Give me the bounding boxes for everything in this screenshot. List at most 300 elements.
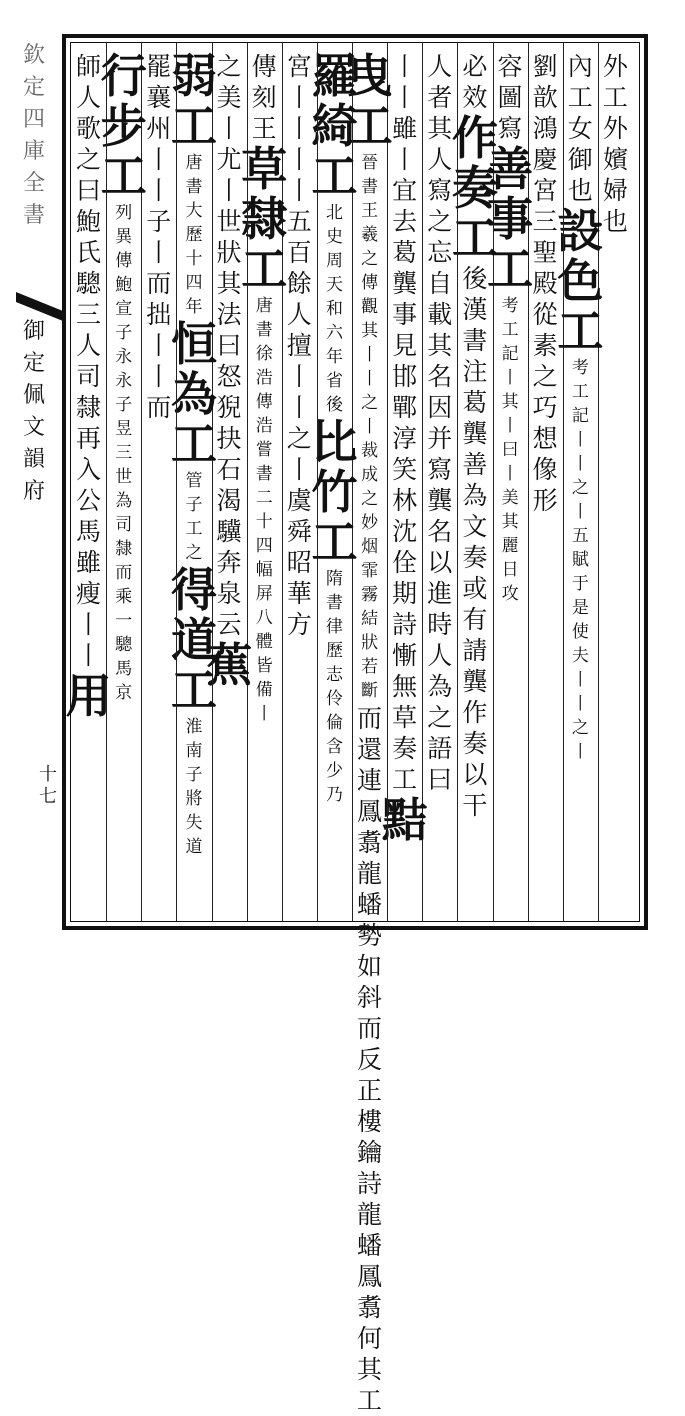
page-number bbox=[36, 764, 60, 808]
spine-book-title bbox=[22, 316, 46, 508]
text-char: 者 bbox=[427, 83, 453, 112]
text-char: 期 bbox=[392, 579, 418, 608]
entry-heading-char: 工 bbox=[100, 149, 147, 203]
text-char: 內 bbox=[567, 52, 593, 81]
text-char: 以 bbox=[462, 760, 488, 789]
text-char: 丨 bbox=[571, 502, 589, 522]
text-char: 異 bbox=[115, 227, 133, 247]
spine-char: 府 bbox=[22, 479, 45, 504]
entry-heading-char: 工 bbox=[170, 99, 217, 153]
text-char: 之 bbox=[427, 207, 453, 236]
text-char: 勢 bbox=[357, 921, 383, 950]
entry-heading-char: 奏 bbox=[451, 161, 498, 215]
text-char: 失 bbox=[185, 813, 203, 833]
column-rule bbox=[387, 43, 388, 921]
text-char: 和 bbox=[325, 299, 343, 319]
text-char: 如 bbox=[357, 952, 383, 981]
text-char: 女 bbox=[567, 114, 593, 143]
text-char: 其 bbox=[216, 269, 242, 298]
text-char: 皆 bbox=[255, 656, 273, 676]
entry-heading-char: 曳 bbox=[346, 49, 393, 103]
text-char: 狀 bbox=[361, 633, 379, 653]
column-rule bbox=[563, 43, 564, 921]
text-char: 丨 bbox=[76, 641, 102, 670]
text-char: 丨 bbox=[286, 83, 312, 112]
text-char: 葛 bbox=[392, 238, 418, 267]
text-char: 狀 bbox=[216, 238, 242, 267]
text-char: 草 bbox=[392, 703, 418, 732]
text-char: 師 bbox=[76, 52, 102, 81]
text-char: 使 bbox=[571, 622, 589, 642]
text-char: 其 bbox=[501, 392, 519, 412]
text-char: 永 bbox=[115, 371, 133, 391]
text-char: 丨 bbox=[361, 369, 379, 389]
text-char: 葛 bbox=[462, 388, 488, 417]
text-char: 佺 bbox=[392, 548, 418, 577]
text-char: 去 bbox=[392, 207, 418, 236]
text-char: 鮑 bbox=[115, 275, 133, 295]
column-rule bbox=[247, 43, 248, 921]
text-char: 周 bbox=[325, 251, 343, 271]
text-char: 丨 bbox=[392, 83, 418, 112]
entry-heading-char: 用 bbox=[65, 669, 112, 723]
text-char: 考 bbox=[501, 296, 519, 316]
text-char: 是 bbox=[571, 598, 589, 618]
spine-char: 欽 bbox=[22, 43, 45, 68]
text-char: 詩 bbox=[392, 610, 418, 639]
text-char: 美 bbox=[216, 83, 242, 112]
text-char: 丨 bbox=[571, 670, 589, 690]
text-char: 慶 bbox=[532, 145, 558, 174]
text-char: 馬 bbox=[76, 517, 102, 546]
entry-heading-char: 道 bbox=[170, 613, 217, 667]
text-char: 備 bbox=[255, 680, 273, 700]
text-char: 工 bbox=[602, 83, 628, 112]
text-char: 龔 bbox=[427, 486, 453, 515]
text-char: 寫 bbox=[427, 455, 453, 484]
text-char: 夫 bbox=[571, 646, 589, 666]
entry-heading-char: 工 bbox=[451, 211, 498, 265]
spine-char: 書 bbox=[22, 203, 45, 228]
spine-char: 定 bbox=[22, 351, 45, 376]
text-char: 樓 bbox=[357, 1107, 383, 1136]
text-char: 御 bbox=[567, 145, 593, 174]
entry-heading-char: 工 bbox=[346, 99, 393, 153]
text-char: 奔 bbox=[216, 548, 242, 577]
text-char: 丨 bbox=[571, 742, 589, 762]
text-char: 四 bbox=[185, 273, 203, 293]
text-char: 浩 bbox=[255, 416, 273, 436]
text-char: 雖 bbox=[76, 548, 102, 577]
text-char: 隸 bbox=[76, 393, 102, 422]
text-char: 聖 bbox=[532, 238, 558, 267]
text-char: 歆 bbox=[532, 83, 558, 112]
text-char: 工 bbox=[185, 519, 203, 539]
text-char: 于 bbox=[571, 574, 589, 594]
text-char: 龔 bbox=[462, 419, 488, 448]
text-char: 大 bbox=[185, 201, 203, 221]
text-char: 丨 bbox=[571, 694, 589, 714]
text-char: 二 bbox=[255, 488, 273, 508]
text-char: 方 bbox=[286, 610, 312, 639]
text-char: 丨 bbox=[76, 610, 102, 639]
text-char: 傳 bbox=[255, 392, 273, 412]
text-char: 晉 bbox=[361, 153, 379, 173]
entry-heading-char: 作 bbox=[451, 111, 498, 165]
text-char: 州 bbox=[146, 114, 172, 143]
entry-heading-char: 得 bbox=[170, 563, 217, 617]
text-char: 司 bbox=[115, 515, 133, 535]
text-char: 連 bbox=[357, 766, 383, 795]
text-char: 龔 bbox=[462, 667, 488, 696]
text-char: 之 bbox=[427, 703, 453, 732]
text-column bbox=[422, 51, 457, 795]
text-char: 還 bbox=[357, 735, 383, 764]
text-char: 宣 bbox=[115, 299, 133, 319]
text-char: 笑 bbox=[392, 455, 418, 484]
text-char: 進 bbox=[427, 579, 453, 608]
text-char: 工 bbox=[392, 765, 418, 794]
text-char: 寫 bbox=[497, 114, 523, 143]
text-char: 其 bbox=[501, 512, 519, 532]
text-char: 形 bbox=[532, 486, 558, 515]
text-char: 五 bbox=[286, 207, 312, 236]
text-char: 工 bbox=[357, 1386, 383, 1415]
text-char: 五 bbox=[571, 526, 589, 546]
text-char: 再 bbox=[76, 424, 102, 453]
text-char: 唐 bbox=[185, 153, 203, 173]
text-char: 丨 bbox=[286, 114, 312, 143]
text-char: 其 bbox=[361, 321, 379, 341]
entry-heading-char: 工 bbox=[241, 242, 288, 296]
text-char: 丨 bbox=[255, 704, 273, 724]
text-char: 奏 bbox=[392, 734, 418, 763]
text-char: 觀 bbox=[361, 297, 379, 317]
entry-heading-char: 色 bbox=[557, 254, 604, 308]
text-char: 丨 bbox=[361, 417, 379, 437]
text-char: 幅 bbox=[255, 560, 273, 580]
text-column bbox=[100, 49, 147, 705]
text-char: 霏 bbox=[361, 561, 379, 581]
text-char: 反 bbox=[357, 1045, 383, 1074]
text-char: 自 bbox=[427, 269, 453, 298]
text-char: 效 bbox=[462, 83, 488, 112]
entry-heading-char: 竹 bbox=[311, 465, 358, 519]
entry-heading-char: 恒 bbox=[170, 317, 217, 371]
text-char: 麗 bbox=[501, 536, 519, 556]
text-char: 書 bbox=[361, 177, 379, 197]
spine-char: 韻 bbox=[22, 447, 45, 472]
text-char: 請 bbox=[462, 636, 488, 665]
text-char: 法 bbox=[216, 300, 242, 329]
text-char: 虞 bbox=[286, 486, 312, 515]
text-column bbox=[346, 49, 393, 1416]
text-char: 永 bbox=[115, 347, 133, 367]
text-char: 之 bbox=[185, 543, 203, 563]
text-char: 餘 bbox=[286, 269, 312, 298]
text-char: 記 bbox=[501, 344, 519, 364]
text-char: 斜 bbox=[357, 983, 383, 1012]
text-char: 公 bbox=[76, 486, 102, 515]
entry-heading-char: 工 bbox=[170, 663, 217, 717]
text-char: 傳 bbox=[251, 52, 277, 81]
text-char: 干 bbox=[462, 791, 488, 820]
text-char: 若 bbox=[361, 657, 379, 677]
spine-top-title bbox=[22, 40, 46, 232]
text-char: 三 bbox=[532, 207, 558, 236]
text-char: 注 bbox=[462, 357, 488, 386]
text-char: 外 bbox=[602, 52, 628, 81]
text-char: 人 bbox=[427, 641, 453, 670]
text-char: 丨 bbox=[286, 362, 312, 391]
text-char: 鴻 bbox=[532, 114, 558, 143]
text-char: 嬪 bbox=[602, 145, 628, 174]
entry-heading-char: 黠 bbox=[381, 793, 428, 847]
text-char: 子 bbox=[115, 395, 133, 415]
text-char: 書 bbox=[462, 326, 488, 355]
text-char: 少 bbox=[325, 761, 343, 781]
text-char: 鑰 bbox=[357, 1138, 383, 1167]
text-char: 見 bbox=[392, 331, 418, 360]
text-char: 蟠 bbox=[357, 1231, 383, 1260]
text-char: 而 bbox=[357, 704, 383, 733]
text-char: 丨 bbox=[216, 114, 242, 143]
text-char: 鄲 bbox=[392, 393, 418, 422]
text-column bbox=[241, 51, 288, 726]
text-char: 素 bbox=[532, 331, 558, 360]
text-char: 文 bbox=[462, 512, 488, 541]
text-char: 嘗 bbox=[255, 440, 273, 460]
text-char: 之 bbox=[286, 424, 312, 453]
column-rule bbox=[106, 43, 107, 921]
text-char: 名 bbox=[427, 362, 453, 391]
text-char: 曰 bbox=[216, 331, 242, 360]
column-rule bbox=[457, 43, 458, 921]
text-char: 奏 bbox=[462, 543, 488, 572]
text-char: 丨 bbox=[501, 464, 519, 484]
text-char: 世 bbox=[216, 207, 242, 236]
text-char: 年 bbox=[185, 297, 203, 317]
text-column bbox=[381, 51, 428, 847]
entry-heading-char: 隸 bbox=[241, 192, 288, 246]
text-char: 慚 bbox=[392, 641, 418, 670]
text-char: 以 bbox=[427, 548, 453, 577]
text-char: 道 bbox=[185, 837, 203, 857]
text-char: 子 bbox=[185, 495, 203, 515]
text-char: 云 bbox=[216, 610, 242, 639]
text-char: 鳳 bbox=[357, 797, 383, 826]
text-char: 丨 bbox=[361, 345, 379, 365]
text-char: 翥 bbox=[357, 1293, 383, 1322]
text-char: 曰 bbox=[76, 176, 102, 205]
text-char: 淳 bbox=[392, 424, 418, 453]
text-column bbox=[451, 51, 498, 821]
entry-heading-char: 蕉 bbox=[206, 638, 253, 692]
text-char: 而 bbox=[357, 1014, 383, 1043]
text-char: 無 bbox=[392, 672, 418, 701]
entry-heading-char: 弱 bbox=[170, 49, 217, 103]
column-rule bbox=[422, 43, 423, 921]
text-char: 成 bbox=[361, 465, 379, 485]
entry-heading-char: 工 bbox=[487, 242, 534, 296]
text-char: 也 bbox=[567, 176, 593, 205]
text-char: 歌 bbox=[76, 114, 102, 143]
text-char: 刻 bbox=[251, 83, 277, 112]
text-char: 丨 bbox=[286, 176, 312, 205]
entry-heading-char: 草 bbox=[241, 142, 288, 196]
text-char: 書 bbox=[255, 464, 273, 484]
text-char: 乘 bbox=[115, 587, 133, 607]
text-char: 百 bbox=[286, 238, 312, 267]
text-char: 昱 bbox=[115, 419, 133, 439]
text-char: 一 bbox=[115, 611, 133, 631]
text-char: 之 bbox=[361, 489, 379, 509]
text-char: 丨 bbox=[146, 145, 172, 174]
text-char: 泉 bbox=[216, 579, 242, 608]
text-char: 人 bbox=[76, 83, 102, 112]
text-char: 罷 bbox=[146, 52, 172, 81]
text-char: 丨 bbox=[146, 238, 172, 267]
text-char: 善 bbox=[462, 450, 488, 479]
text-char: 拙 bbox=[146, 300, 172, 329]
text-char: 省 bbox=[325, 371, 343, 391]
text-char: 之 bbox=[361, 249, 379, 269]
entry-heading-char: 行 bbox=[100, 49, 147, 103]
text-char: 美 bbox=[501, 488, 519, 508]
text-char: 賦 bbox=[571, 550, 589, 570]
text-char: 寫 bbox=[427, 176, 453, 205]
text-char: 工 bbox=[567, 83, 593, 112]
text-char: 渴 bbox=[216, 486, 242, 515]
text-char: 志 bbox=[325, 665, 343, 685]
text-char: 邯 bbox=[392, 362, 418, 391]
text-char: 抉 bbox=[216, 424, 242, 453]
text-char: 史 bbox=[325, 227, 343, 247]
text-char: 為 bbox=[115, 491, 133, 511]
text-char: 王 bbox=[251, 114, 277, 143]
text-char: 列 bbox=[115, 203, 133, 223]
text-char: 後 bbox=[325, 395, 343, 415]
text-char: 京 bbox=[115, 683, 133, 703]
text-char: 沈 bbox=[392, 517, 418, 546]
text-char: 想 bbox=[532, 424, 558, 453]
text-char: 其 bbox=[357, 1355, 383, 1384]
text-char: 含 bbox=[325, 737, 343, 757]
text-char: 羲 bbox=[361, 225, 379, 245]
text-char: 之 bbox=[532, 362, 558, 391]
text-char: 三 bbox=[115, 443, 133, 463]
column-rule bbox=[317, 43, 318, 921]
text-char: 屏 bbox=[255, 584, 273, 604]
text-char: 徐 bbox=[255, 344, 273, 364]
text-char: 乃 bbox=[325, 785, 343, 805]
text-char: 六 bbox=[325, 323, 343, 343]
text-char: 倫 bbox=[325, 713, 343, 733]
text-char: 奏 bbox=[462, 729, 488, 758]
text-char: 書 bbox=[325, 593, 343, 613]
entry-heading-char: 設 bbox=[557, 204, 604, 258]
text-char: 南 bbox=[185, 741, 203, 761]
column-rule bbox=[212, 43, 213, 921]
text-char: 驄 bbox=[76, 269, 102, 298]
text-char: 驥 bbox=[216, 517, 242, 546]
text-char: 人 bbox=[427, 145, 453, 174]
spine-char: 定 bbox=[22, 75, 45, 100]
text-char: 載 bbox=[427, 300, 453, 329]
text-char: 昭 bbox=[286, 548, 312, 577]
text-char: 龍 bbox=[357, 1200, 383, 1229]
entry-heading-char: 工 bbox=[311, 515, 358, 569]
text-char: 林 bbox=[392, 486, 418, 515]
column-rule bbox=[598, 43, 599, 921]
text-char: 丨 bbox=[146, 331, 172, 360]
text-char: 子 bbox=[115, 323, 133, 343]
spine-char: 御 bbox=[22, 319, 45, 344]
text-char: 丨 bbox=[286, 145, 312, 174]
text-char: 時 bbox=[427, 610, 453, 639]
text-column bbox=[65, 51, 112, 723]
text-char: 傳 bbox=[115, 251, 133, 271]
text-char: 浩 bbox=[255, 368, 273, 388]
text-char: 瘦 bbox=[76, 579, 102, 608]
text-char: 日 bbox=[501, 560, 519, 580]
text-char: 年 bbox=[325, 347, 343, 367]
text-char: 舜 bbox=[286, 517, 312, 546]
text-char: 人 bbox=[427, 52, 453, 81]
text-char: 結 bbox=[361, 609, 379, 629]
text-column bbox=[282, 51, 317, 640]
text-char: 殿 bbox=[532, 269, 558, 298]
text-char: 之 bbox=[76, 145, 102, 174]
text-char: 襄 bbox=[146, 83, 172, 112]
spine-char: 文 bbox=[22, 415, 45, 440]
text-char: 子 bbox=[185, 765, 203, 785]
text-char: 也 bbox=[602, 207, 628, 236]
text-char: 鮑 bbox=[76, 207, 102, 236]
entry-heading-char: 為 bbox=[170, 367, 217, 421]
text-char: 書 bbox=[185, 177, 203, 197]
text-char: 記 bbox=[571, 406, 589, 426]
text-char: 而 bbox=[146, 269, 172, 298]
text-char: 丨 bbox=[392, 145, 418, 174]
text-char: 猊 bbox=[216, 393, 242, 422]
text-char: 鳳 bbox=[357, 1262, 383, 1291]
text-char: 工 bbox=[501, 320, 519, 340]
text-char: 其 bbox=[427, 331, 453, 360]
text-char: 石 bbox=[216, 455, 242, 484]
text-char: 氏 bbox=[76, 238, 102, 267]
text-char: 容 bbox=[497, 52, 523, 81]
text-char: 丨 bbox=[286, 455, 312, 484]
text-char: 擅 bbox=[286, 331, 312, 360]
text-char: 丨 bbox=[571, 430, 589, 450]
text-column bbox=[557, 51, 604, 764]
text-char: 尤 bbox=[216, 145, 242, 174]
entry-heading-char: 綺 bbox=[311, 99, 358, 153]
text-char: 斷 bbox=[361, 681, 379, 701]
text-char: 丨 bbox=[392, 52, 418, 81]
text-char: 十 bbox=[255, 512, 273, 532]
text-char: 體 bbox=[255, 632, 273, 652]
spine-char: 四 bbox=[22, 107, 45, 132]
text-char: 北 bbox=[325, 203, 343, 223]
text-char: 妙 bbox=[361, 513, 379, 533]
text-char: 必 bbox=[462, 52, 488, 81]
text-char: 而 bbox=[146, 393, 172, 422]
column-rule bbox=[176, 43, 177, 921]
text-char: 丨 bbox=[146, 176, 172, 205]
text-char: 十 bbox=[185, 249, 203, 269]
